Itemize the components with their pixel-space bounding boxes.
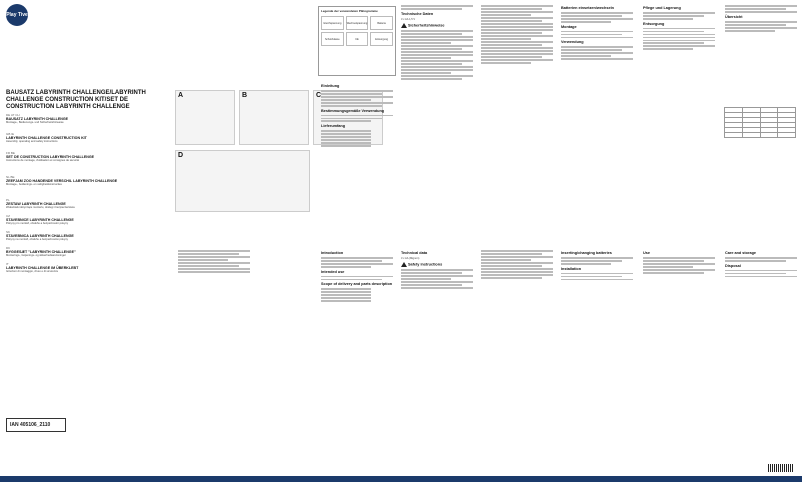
figure-d: D — [175, 150, 310, 212]
parts-table — [724, 107, 796, 138]
text-col-en-3 — [478, 245, 556, 475]
text-col-en-4 — [558, 245, 636, 475]
barcode — [768, 464, 794, 472]
lang-block: PL ZESTAW LABYRINTH CHALLENGE Wskazówki dotyczące montażu, obsługi i bezpieczeństwa — [6, 198, 75, 210]
section-heading: Installation — [561, 266, 582, 271]
lang-block: DE AT CH BAUSATZ LABYRINTH CHALLENGE Montage-, Bedienungs- und Sicherheitshinweise — [6, 113, 69, 125]
section-heading: Montage — [561, 24, 577, 29]
section-heading: Pflege und Lagerung — [643, 6, 681, 10]
footer-bar — [0, 476, 802, 482]
text-col-en-2: Technical data 3 x AA (Mignon) Safety instructions — [398, 245, 476, 475]
section-heading: Technische Daten — [401, 11, 434, 16]
cover-title: BAUSATZ LABYRINTH CHALLENGE/LABYRINTH CHALLENGE CONSTRUCTION KIT/SET DE CONSTRUCTION LABYRINTH CHALLENGE — [6, 90, 146, 110]
lang-block: SK STAVEBNICA LABYRINTH CHALLENGE Pokyny na montáž, obsluhu a bezpečnostné pokyny — [6, 230, 74, 242]
protection-class-icon: Schutzklasse — [321, 32, 344, 46]
section-heading: Inserting/changing batteries — [561, 251, 612, 255]
warning-icon — [401, 23, 407, 28]
section-heading: Sicherheitshinweise — [401, 23, 473, 28]
text-col-de-2: Technische Daten 3 x AA 1,5 V Sicherheitshinweise — [398, 0, 476, 482]
section-heading: Scope of delivery and parts description — [321, 282, 393, 287]
section-heading: Einleitung — [321, 84, 340, 88]
warning-icon — [401, 262, 407, 267]
text-col-en-6 — [722, 245, 800, 475]
lang-block: IT LABYRINTH CHALLENGE IM ÜBERKLEBT Istruzioni di montaggio, d'uso e di sicurezza — [6, 262, 79, 274]
ac-voltage-icon: Wechselspannung — [346, 16, 369, 30]
section-heading: Übersicht — [725, 14, 743, 19]
dc-voltage-icon: Gleichspannung — [321, 16, 344, 30]
ian-number: IAN 405106_2110 — [6, 418, 66, 432]
section-heading: Technical data — [401, 251, 428, 255]
figure-a: A — [175, 90, 235, 145]
lang-block: CZ STAVEBNICE LABYRINTH CHALLENGE Pokyny pro montáž, obsluhu a bezpečnostní pokyny — [6, 214, 74, 226]
section-heading: Introduction — [321, 251, 344, 255]
section-heading: Use — [643, 251, 650, 255]
section-heading: Verwendung — [561, 40, 584, 45]
cover-panel — [0, 0, 175, 482]
text-col-en-1 — [318, 245, 396, 475]
text-col-de-7 — [175, 245, 253, 475]
battery-icon: Batterie — [370, 16, 393, 30]
text-col-en-5 — [640, 245, 718, 475]
pictogram-legend: Legende der verwendeten Piktogramme Gleichspannung Wechselspannung Batterie Schutzklasse CE Entsorgung — [318, 6, 396, 76]
section-heading: Lieferumfang — [321, 124, 346, 129]
lang-block: FR BE SET DE CONSTRUCTION LABYRINTH CHALLENGE Instructions de montage, d'utilisation et consignes de sécurité — [6, 151, 95, 163]
ce-icon: CE — [346, 32, 369, 46]
lang-block: DK BYGGESÆT "LABYRINTH CHALLENGE" Monterings-, betjenings- og sikkerhedsanvisninger — [6, 246, 76, 258]
lang-block: NL BE ZEEFJAM ZOO HANDENDE VERSCHIL LABYRINTH CHALLENGE Montage-, bedienings- en veiligheidsinstructies — [6, 175, 118, 187]
figure-c: C — [313, 90, 383, 145]
section-heading: Entsorgung — [643, 21, 665, 26]
section-heading: Intended use — [321, 269, 345, 274]
section-heading: Care and storage — [725, 251, 757, 255]
figure-b: B — [239, 90, 309, 145]
section-heading: Disposal — [725, 263, 741, 268]
section-heading: Bestimmungsgemäße Verwendung — [321, 108, 385, 113]
text-col-de-1 — [318, 78, 396, 228]
brand-logo: Play Tive — [6, 4, 28, 26]
section-heading: Batterien einsetzen/wechseln — [561, 6, 614, 10]
disposal-icon: Entsorgung — [370, 32, 393, 46]
section-heading: Safety instructions — [401, 262, 473, 267]
lang-block: GB IE LABYRINTH CHALLENGE CONSTRUCTION KIT Assembly, operating and safety instructions — [6, 132, 87, 144]
